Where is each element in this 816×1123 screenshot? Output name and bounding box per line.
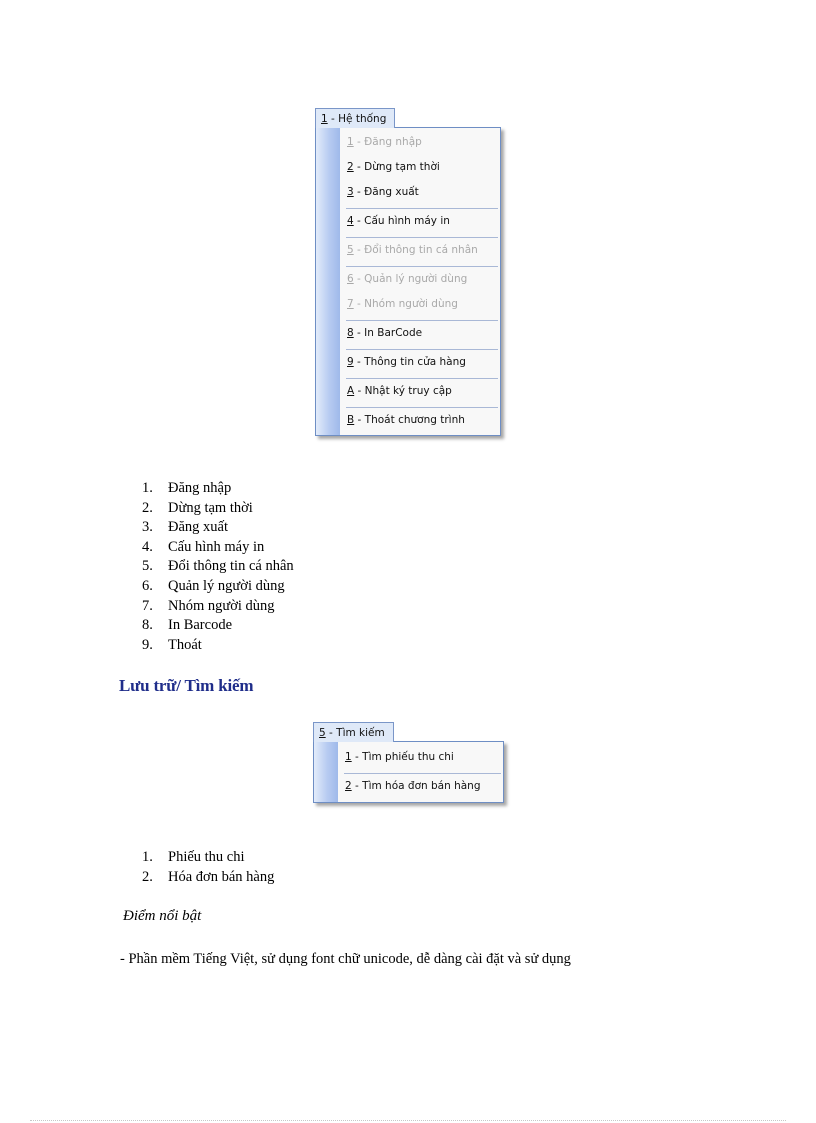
menu-item-hotkey: 4 xyxy=(347,215,354,227)
list-item-number: 9. xyxy=(142,636,153,653)
list-item-text: Nhóm người dùng xyxy=(168,597,275,614)
search-menu-tab-label: - Tìm kiếm xyxy=(325,727,385,739)
menu-item-pause[interactable] xyxy=(340,155,500,180)
search-function-list xyxy=(142,848,274,887)
search-menu-tab[interactable] xyxy=(313,722,394,742)
menu-item-label: - Đăng nhập xyxy=(353,136,422,148)
menu-item-hotkey: 3 xyxy=(347,186,354,198)
menu-item-logout[interactable] xyxy=(340,180,500,205)
list-item-text: Cấu hình máy in xyxy=(168,538,265,555)
menu-item-change-profile[interactable] xyxy=(340,238,500,263)
list-item-number: 6. xyxy=(142,577,153,594)
menu-item-user-groups[interactable] xyxy=(340,292,500,317)
menu-item-login[interactable] xyxy=(340,130,500,155)
list-item xyxy=(142,616,294,636)
menu-item-hotkey: 2 xyxy=(345,780,352,792)
list-item-number: 1. xyxy=(142,480,153,496)
menu-item-label: - In BarCode xyxy=(353,327,423,339)
system-function-list xyxy=(142,479,294,655)
list-item-number: 1. xyxy=(142,849,153,865)
menu-item-hotkey: 5 xyxy=(347,244,354,256)
list-item-number: 2. xyxy=(142,868,153,885)
menu-item-label: - Nhóm người dùng xyxy=(353,298,458,310)
menu-item-find-invoices[interactable] xyxy=(338,774,503,799)
section-heading: Lưu trữ/ Tìm kiếm xyxy=(119,676,254,695)
list-item-number: 3. xyxy=(142,519,153,536)
system-menu-tab[interactable] xyxy=(315,108,395,128)
menu-item-label: - Thoát chương trình xyxy=(354,414,465,426)
highlights-text: - Phần mềm Tiếng Việt, sử dụng font chữ unicode, dễ dàng cài đặt và sử dụng xyxy=(120,951,571,967)
list-item-number: 4. xyxy=(142,538,153,555)
search-menu-panel xyxy=(313,741,504,803)
menu-item-label: - Đăng xuất xyxy=(353,186,419,198)
menu-item-label: - Tìm hóa đơn bán hàng xyxy=(351,780,481,792)
menu-item-label: - Quản lý người dùng xyxy=(353,273,468,285)
page-footer-divider xyxy=(30,1120,786,1121)
list-item xyxy=(142,538,294,558)
menu-item-hotkey: 9 xyxy=(347,356,354,368)
menu-item-hotkey: 7 xyxy=(347,298,354,310)
list-item xyxy=(142,868,274,888)
list-item xyxy=(142,557,294,577)
list-item xyxy=(142,636,294,656)
list-item-text: Thoát xyxy=(168,636,202,653)
menu-icon-gutter xyxy=(314,742,338,802)
list-item xyxy=(142,479,294,499)
list-item xyxy=(142,597,294,617)
menu-item-hotkey: 6 xyxy=(347,273,354,285)
list-item-text: Hóa đơn bán hàng xyxy=(168,868,275,885)
menu-item-user-management[interactable] xyxy=(340,267,500,292)
list-item-text: Dừng tạm thời xyxy=(168,499,253,516)
menu-icon-gutter xyxy=(316,128,340,435)
list-item-text: Đăng nhập xyxy=(168,480,232,496)
list-item xyxy=(142,499,294,519)
menu-item-label: - Đổi thông tin cá nhân xyxy=(353,244,478,256)
menu-item-label: - Dừng tạm thời xyxy=(353,161,440,173)
system-menu-tab-label: - Hệ thống xyxy=(327,113,387,125)
list-item xyxy=(142,518,294,538)
menu-item-label: - Thông tin cửa hàng xyxy=(353,356,466,368)
system-menu xyxy=(315,108,505,440)
menu-item-label: - Nhật ký truy cập xyxy=(354,385,452,397)
list-item-text: In Barcode xyxy=(168,617,233,634)
menu-item-store-info[interactable] xyxy=(340,350,500,375)
menu-item-access-log[interactable] xyxy=(340,379,500,404)
list-item-text: Đổi thông tin cá nhân xyxy=(168,558,294,575)
system-menu-panel xyxy=(315,127,501,436)
list-item-number: 2. xyxy=(142,499,153,516)
menu-item-hotkey: 1 xyxy=(345,751,352,763)
list-item xyxy=(142,848,274,868)
menu-item-exit-program[interactable] xyxy=(340,408,500,433)
list-item-number: 7. xyxy=(142,597,153,614)
list-item-text: Quản lý người dùng xyxy=(168,577,285,594)
menu-item-label: - Tìm phiếu thu chi xyxy=(351,751,454,763)
menu-item-hotkey: 2 xyxy=(347,161,354,173)
highlights-title: Điểm nổi bật xyxy=(123,908,202,924)
search-menu-tab-hotkey: 5 xyxy=(319,727,326,739)
search-menu xyxy=(313,722,508,808)
menu-item-hotkey: 1 xyxy=(347,136,354,148)
list-item xyxy=(142,577,294,597)
menu-item-printer-config[interactable] xyxy=(340,209,500,234)
menu-item-print-barcode[interactable] xyxy=(340,321,500,346)
menu-item-hotkey: 8 xyxy=(347,327,354,339)
list-item-text: Phiếu thu chi xyxy=(168,849,245,865)
menu-item-hotkey: B xyxy=(347,414,355,426)
menu-item-find-receipts[interactable] xyxy=(338,745,503,770)
list-item-text: Đăng xuất xyxy=(168,519,228,536)
menu-item-label: - Cấu hình máy in xyxy=(353,215,450,227)
list-item-number: 8. xyxy=(142,617,153,634)
list-item-number: 5. xyxy=(142,558,153,575)
menu-item-hotkey: A xyxy=(347,385,355,397)
system-menu-tab-hotkey: 1 xyxy=(321,113,328,125)
